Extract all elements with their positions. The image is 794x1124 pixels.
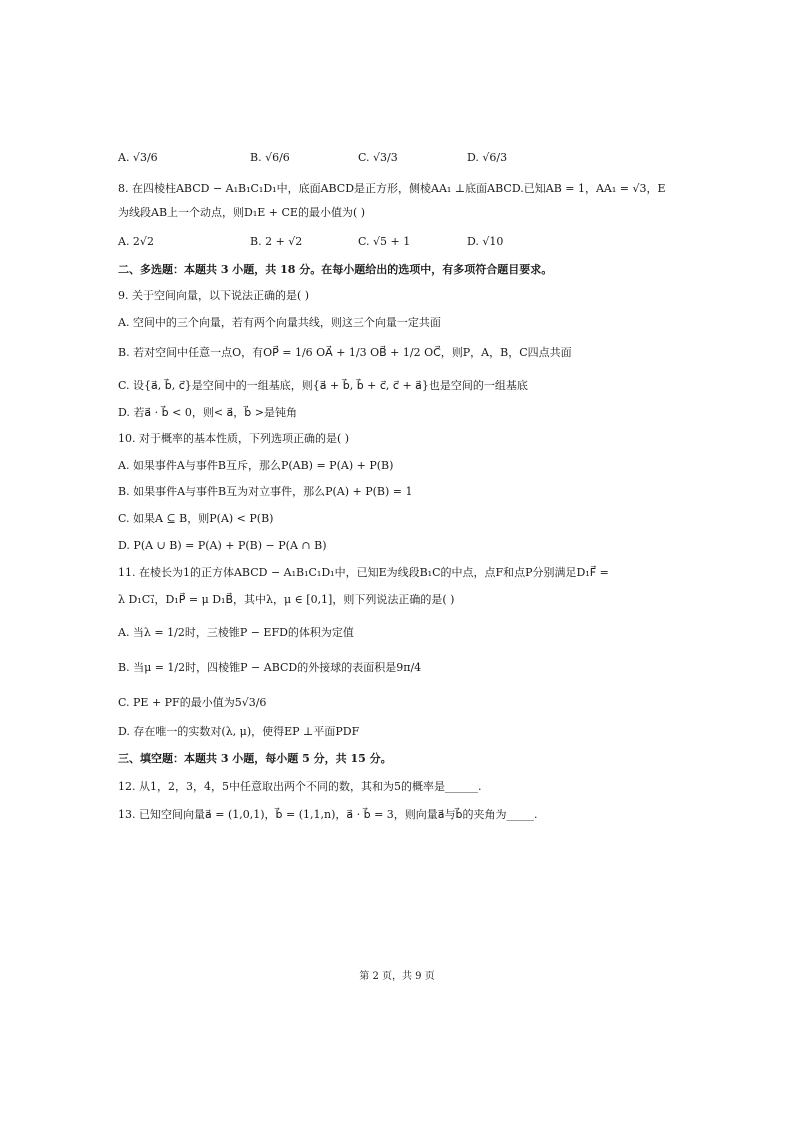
q7-option-a: A. √3/6 <box>118 151 158 164</box>
q8-option-c: C. √5 + 1 <box>358 235 411 248</box>
q8-option-b: B. 2 + √2 <box>250 235 303 248</box>
q7-option-d: D. √6/3 <box>467 151 508 164</box>
q10-option-c: C. 如果A ⊆ B，则P(A) < P(B) <box>118 512 274 525</box>
q11-option-a: A. 当λ = 1/2时，三棱锥P − EFD的体积为定值 <box>118 626 354 639</box>
q11-option-c: C. PE + PF的最小值为5√3/6 <box>118 696 267 709</box>
q9-option-a: A. 空间中的三个向量，若有两个向量共线，则这三个向量一定共面 <box>118 316 441 329</box>
page-footer: 第 2 页，共 9 页 <box>359 971 435 982</box>
q10-stem: 10. 对于概率的基本性质，下列选项正确的是( ) <box>118 432 350 445</box>
q9-stem: 9. 关于空间向量，以下说法正确的是( ) <box>118 289 310 302</box>
q12: 12. 从1，2，3，4，5中任意取出两个不同的数，其和为5的概率是______. <box>118 780 482 793</box>
q9-option-b: B. 若对空间中任意一点O，有OP⃗ = 1/6 OA⃗ + 1/3 OB⃗ + 1/2 OC⃗，则P，A，B，C四点共面 <box>118 346 572 359</box>
q13: 13. 已知空间向量a⃗ = (1,0,1)，b⃗ = (1,1,n)，a⃗ · b⃗ = 3，则向量a⃗与b⃗的夹角为_____. <box>118 808 538 821</box>
q11-stem-line2: λ D₁C₁⃗，D₁P⃗ = μ D₁B⃗，其中λ，μ ∈ [0,1]，则下列说法正确的是( ) <box>118 593 455 606</box>
q7-option-c: C. √3/3 <box>358 151 398 164</box>
q11-stem-line1: 11. 在棱长为1的正方体ABCD − A₁B₁C₁D₁中，已知E为线段B₁C的中点，点F和点P分别满足D₁F⃗ = <box>118 566 609 579</box>
q9-option-c: C. 设{a⃗, b⃗, c⃗}是空间中的一组基底，则{a⃗ + b⃗, b⃗ + c⃗, c⃗ + a⃗}也是空间的一组基底 <box>118 379 528 392</box>
q11-option-d: D. 存在唯一的实数对(λ, μ)，使得EP ⊥平面PDF <box>118 725 360 738</box>
q9-option-d: D. 若a⃗ · b⃗ < 0，则< a⃗，b⃗ >是钝角 <box>118 406 297 419</box>
section-heading-multiple-choice: 二、多选题：本题共 3 小题，共 18 分。在每小题给出的选项中，有多项符合题目要求。 <box>118 263 553 276</box>
q10-option-b: B. 如果事件A与事件B互为对立事件，那么P(A) + P(B) = 1 <box>118 485 413 498</box>
q8-stem-line2: 为线段AB上一个动点，则D₁E + CE的最小值为( ) <box>118 206 366 219</box>
q7-option-b: B. √6/6 <box>250 151 290 164</box>
q11-option-b: B. 当μ = 1/2时，四棱锥P − ABCD的外接球的表面积是9π/4 <box>118 661 422 674</box>
q8-option-a: A. 2√2 <box>118 235 154 248</box>
q10-option-a: A. 如果事件A与事件B互斥，那么P(AB) = P(A) + P(B) <box>118 459 394 472</box>
q8-option-d: D. √10 <box>467 235 504 248</box>
q8-stem-line1: 8. 在四棱柱ABCD − A₁B₁C₁D₁中，底面ABCD是正方形，侧棱AA₁ ⊥底面ABCD.已知AB = 1，AA₁ = √3，E <box>118 182 666 195</box>
section-heading-fill-in: 三、填空题：本题共 3 小题，每小题 5 分，共 15 分。 <box>118 752 392 765</box>
q10-option-d: D. P(A ∪ B) = P(A) + P(B) − P(A ∩ B) <box>118 539 327 552</box>
